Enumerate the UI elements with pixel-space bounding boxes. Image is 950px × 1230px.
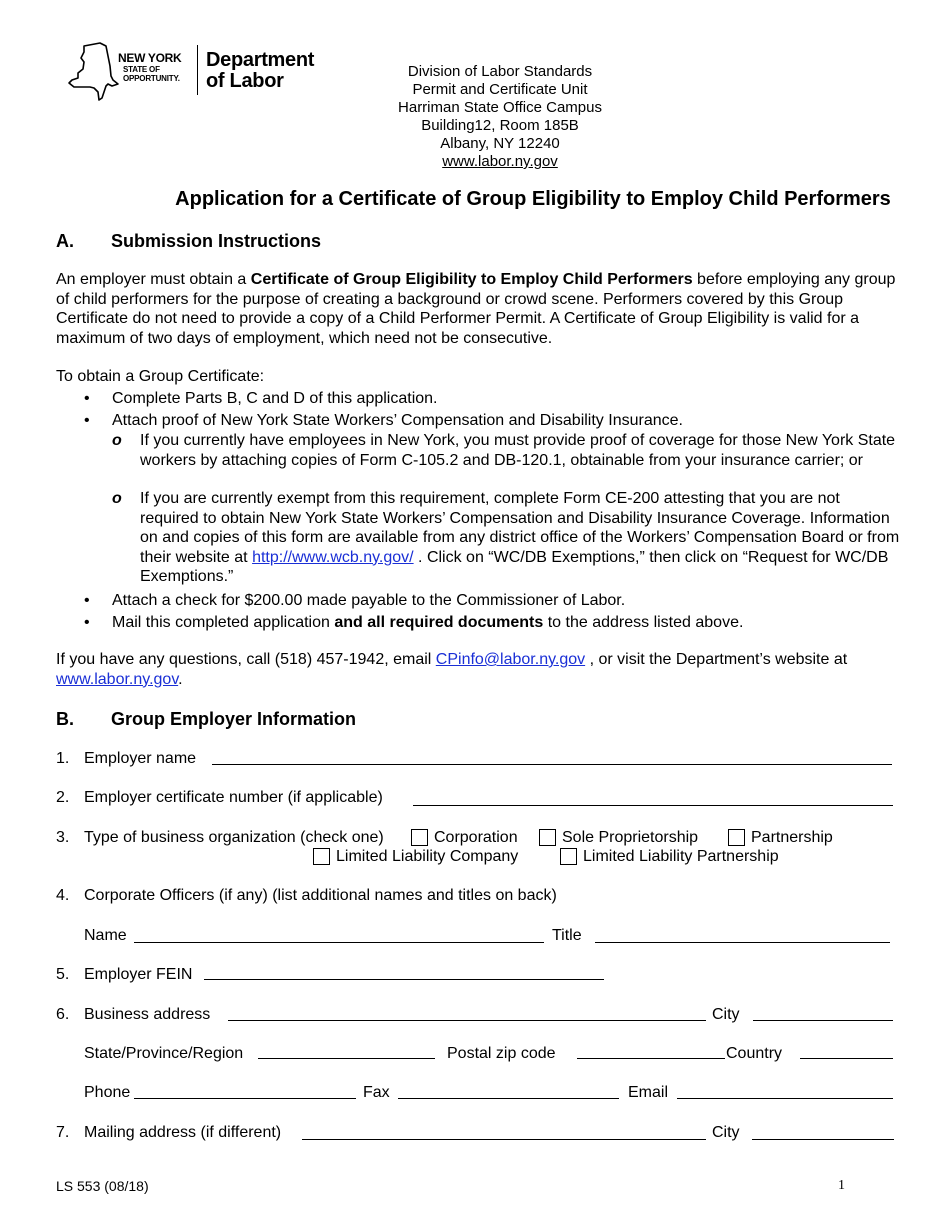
nys-dol-logo	[66, 40, 336, 104]
form-id: LS 553 (08/18)	[56, 1178, 149, 1194]
questions-middle: , or visit the Department’s website at	[585, 651, 848, 668]
intro-prefix: An employer must obtain a	[56, 271, 251, 288]
officer-name-label: Name	[84, 927, 127, 944]
officer-name-title-row	[0, 926, 950, 948]
business-address-label: Business address	[84, 1006, 211, 1023]
address-line-3: Harriman State Office Campus	[398, 99, 602, 116]
address-line-2: Permit and Certificate Unit	[412, 81, 588, 98]
bullet-4-bold: and all required documents	[334, 614, 544, 631]
officer-title-label: Title	[552, 927, 582, 944]
field-number: 1.	[56, 750, 70, 767]
country-label: Country	[726, 1045, 783, 1062]
address-line-5: Albany, NY 12240	[440, 135, 560, 152]
list-item	[84, 411, 904, 431]
partnership-label: Partnership	[751, 829, 833, 846]
bullet-1-text: Complete Parts B, C and D of this application.	[112, 390, 438, 407]
list-item	[84, 613, 904, 633]
bullet-2-text: Attach proof of New York State Workers’ Compensation and Disability Insurance.	[112, 412, 683, 429]
logo-brand-line1: NEW YORK	[118, 51, 182, 65]
business-type-row	[0, 828, 950, 872]
mailing-city-label: City	[712, 1124, 740, 1141]
fein-row	[0, 965, 950, 987]
llc-checkbox[interactable]	[313, 848, 330, 865]
sub-bullet-icon: o	[112, 490, 122, 507]
address-line-4: Building12, Room 185B	[421, 117, 579, 134]
bullet-icon: •	[84, 614, 90, 631]
llc-label: Limited Liability Company	[336, 848, 519, 865]
bullet-icon: •	[84, 390, 90, 407]
section-a-heading	[56, 231, 456, 253]
zip-label: Postal zip code	[447, 1045, 556, 1062]
labor-website-link[interactable]: www.labor.ny.gov	[56, 670, 179, 688]
list-item	[84, 591, 904, 611]
corporation-label: Corporation	[434, 829, 518, 846]
bullet-4-suffix: to the address listed above.	[543, 614, 744, 631]
zip-field[interactable]	[577, 1058, 725, 1059]
questions-end: .	[178, 670, 183, 688]
employer-name-row	[0, 749, 950, 771]
business-address-field[interactable]	[228, 1020, 706, 1021]
list-item	[84, 389, 904, 409]
list-item	[112, 431, 902, 491]
sub-bullet-icon: o	[112, 432, 122, 449]
intro-suffix: before employing any group of child performers for the purpose of creating a background or crowd scene. Performers covered by this Group Certificate do not need to provide a copy of a Child Performer Permit. A Certificate of Group Eligibility is valid for a maximum of two days of employment, which need not be consecutive.	[56, 271, 896, 347]
wcb-website-link[interactable]: http://www.wcb.ny.gov/	[252, 548, 414, 566]
new-york-state-outline-icon	[66, 40, 126, 102]
address-line-1: Division of Labor Standards	[407, 63, 593, 80]
partnership-checkbox[interactable]	[728, 829, 745, 846]
officer-name-field[interactable]	[134, 942, 544, 943]
bullet-icon: •	[84, 412, 90, 429]
corporate-officers-label: Corporate Officers (if any) (list additional names and titles on back)	[84, 887, 557, 904]
certificate-number-field[interactable]	[413, 805, 893, 806]
logo-brand-line3: OPPORTUNITY.	[123, 74, 180, 83]
field-number: 7.	[56, 1124, 70, 1141]
page-title: Application for a Certificate of Group Eligibility to Employ Child Performers	[175, 188, 891, 210]
website-link[interactable]: www.labor.ny.gov	[442, 153, 558, 170]
bullet-3-text: Attach a check for $200.00 made payable to the Commissioner of Labor.	[112, 592, 626, 609]
mailing-address-row	[0, 1123, 950, 1145]
field-number: 6.	[56, 1006, 70, 1023]
field-number: 2.	[56, 789, 70, 806]
field-number: 4.	[56, 887, 70, 904]
field-number: 3.	[56, 829, 70, 846]
email-field[interactable]	[677, 1098, 893, 1099]
state-label: State/Province/Region	[84, 1045, 244, 1062]
section-a-letter: A.	[56, 231, 74, 251]
sub-2-suffix: . Click on “WC/DB Exemptions,” then click on “Request for WC/DB Exemptions.”	[140, 548, 889, 585]
sub-2-prefix: If you are currently exempt from this requirement, complete Form CE-200 attesting that you are not required to obtain New York State Workers’ Compensation and Disability Insurance Coverage. Information on and copies of this form are available from any district office of the Workers’ Compensation Board or from their website at	[140, 490, 900, 566]
corporation-checkbox[interactable]	[411, 829, 428, 846]
section-b-letter: B.	[56, 709, 74, 729]
email-link[interactable]: CPinfo@labor.ny.gov	[435, 651, 586, 668]
city-field[interactable]	[753, 1020, 893, 1021]
section-b-heading	[56, 709, 456, 731]
sole-proprietorship-label: Sole Proprietorship	[562, 829, 699, 846]
questions-paragraph	[56, 650, 901, 689]
logo-dept-line2: of Labor	[206, 70, 284, 92]
corporate-officers-row	[0, 886, 950, 908]
bullet-icon: •	[84, 592, 90, 609]
officer-title-field[interactable]	[595, 942, 890, 943]
sub-bullet-2-text	[140, 489, 900, 587]
state-zip-country-row	[0, 1044, 950, 1066]
sole-proprietorship-checkbox[interactable]	[539, 829, 556, 846]
page-number: 1	[838, 1178, 845, 1193]
business-type-label: Type of business organization (check one)	[84, 829, 384, 846]
mailing-address-label: Mailing address (if different)	[84, 1124, 282, 1141]
country-field[interactable]	[800, 1058, 893, 1059]
employer-name-label: Employer name	[84, 750, 197, 767]
logo-divider	[197, 45, 198, 95]
bullet-4-prefix: Mail this completed application	[112, 614, 335, 631]
email-label: Email	[628, 1084, 669, 1101]
city-label: City	[712, 1006, 740, 1023]
intro-bold: Certificate of Group Eligibility to Employ Child Performers	[250, 271, 693, 288]
certificate-number-row	[0, 788, 950, 810]
llp-checkbox[interactable]	[560, 848, 577, 865]
logo-brand-line2: STATE OF	[123, 65, 160, 74]
fein-field[interactable]	[204, 979, 604, 980]
intro-paragraph	[56, 270, 901, 348]
llp-label: Limited Liability Partnership	[583, 848, 779, 865]
section-b-title: Group Employer Information	[111, 709, 357, 729]
office-address	[340, 63, 660, 171]
phone-label: Phone	[84, 1084, 131, 1101]
field-number: 5.	[56, 966, 70, 983]
fax-label: Fax	[363, 1084, 390, 1101]
list-item	[112, 489, 902, 589]
bullet-4-text	[112, 613, 743, 633]
mailing-city-field[interactable]	[752, 1139, 894, 1140]
sub-bullet-1-text: If you currently have employees in New York, you must provide proof of coverage for those New York State workers by attaching copies of Form C-105.2 and DB-120.1, obtainable from your insurance carrier; or	[140, 432, 896, 469]
state-field[interactable]	[258, 1058, 435, 1059]
fax-field[interactable]	[398, 1098, 619, 1099]
certificate-number-label: Employer certificate number (if applicable)	[84, 789, 383, 806]
logo-dept-line1: Department	[206, 49, 315, 71]
mailing-address-field[interactable]	[302, 1139, 706, 1140]
phone-fax-email-row	[0, 1083, 950, 1105]
section-a-title: Submission Instructions	[111, 231, 322, 251]
questions-prefix: If you have any questions, call (518) 457-1942, email	[56, 651, 436, 668]
business-address-row	[0, 1005, 950, 1027]
phone-field[interactable]	[134, 1098, 356, 1099]
obtain-label: To obtain a Group Certificate:	[56, 368, 265, 385]
fein-label: Employer FEIN	[84, 966, 193, 983]
employer-name-field[interactable]	[212, 764, 892, 765]
